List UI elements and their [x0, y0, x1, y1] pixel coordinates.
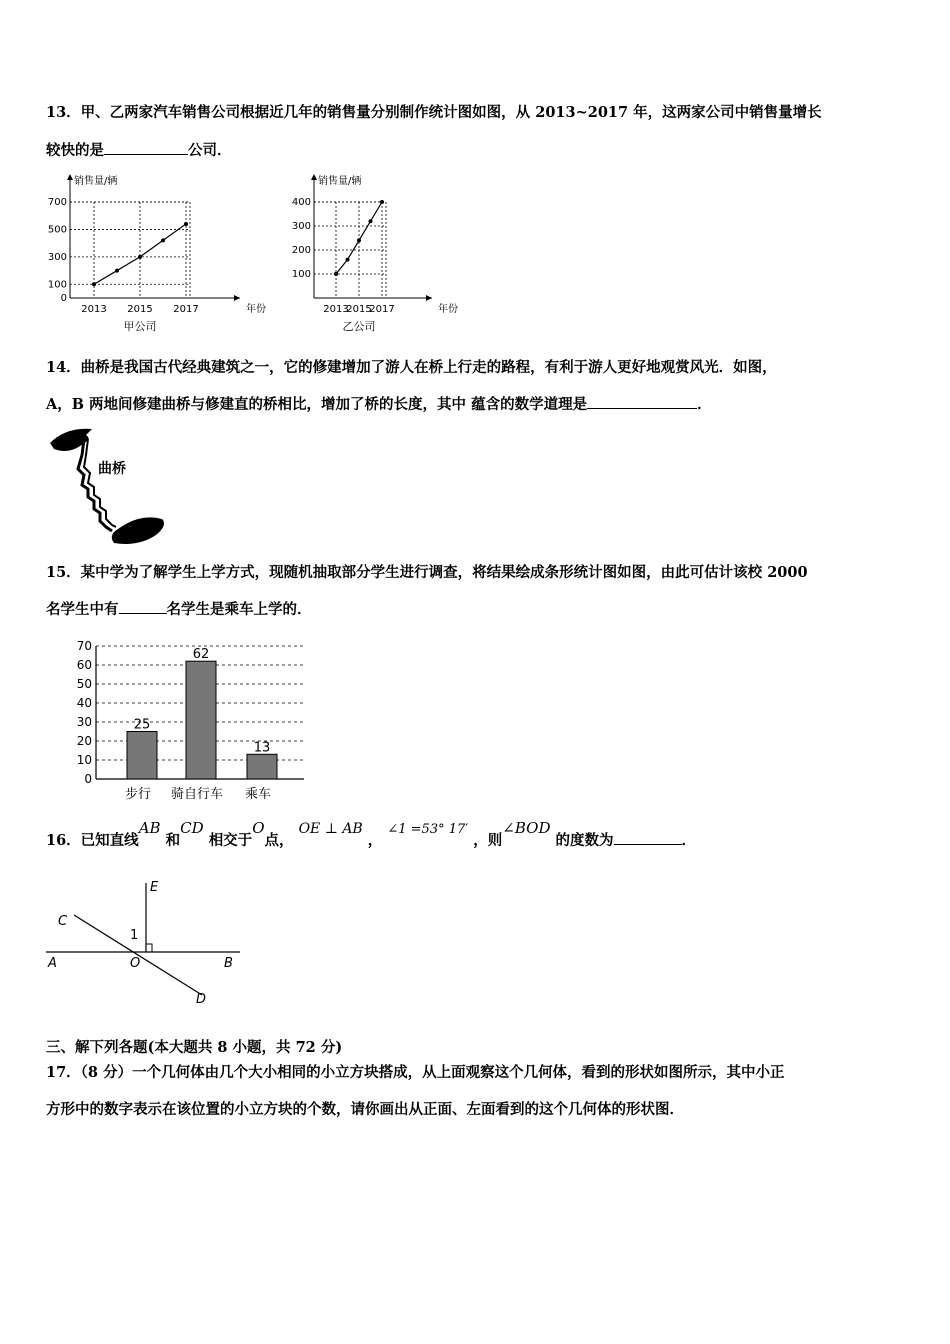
label-1: 1: [130, 928, 139, 943]
y-tick-label: 0: [84, 772, 92, 786]
bar: [127, 732, 157, 780]
q13-answer-blank[interactable]: [104, 140, 188, 155]
bar-value-label: 25: [133, 717, 151, 733]
y-axis-label: 销售量/辆: [318, 176, 362, 187]
data-point: [369, 219, 373, 223]
q16-line: [46, 819, 916, 852]
x-tick-label: 2017: [173, 304, 199, 315]
chart-transport-bar: [66, 636, 316, 806]
y-tick-label: 700: [47, 197, 67, 208]
y-tick-label: 50: [76, 677, 92, 691]
data-point: [346, 258, 350, 262]
bar: [247, 754, 277, 779]
x-axis-label: 年份: [246, 304, 266, 315]
q13-line2-pre: 较快的是: [46, 142, 104, 159]
data-point: [334, 272, 338, 276]
q15-line2-pre: 名学生中有: [46, 601, 119, 618]
x-axis-arrow: [426, 295, 432, 301]
q13-line2-post: 公司．: [188, 142, 232, 159]
label-c: C: [58, 914, 68, 929]
chart-title: 乙公司: [342, 320, 376, 333]
q16-m-o: O: [252, 819, 265, 837]
y-tick-label: 400: [291, 197, 311, 208]
x-tick-label: 2017: [369, 304, 395, 315]
q16-t1: 16．已知直线: [46, 832, 139, 849]
y-tick-label: 10: [76, 753, 92, 767]
label-b: B: [224, 956, 233, 971]
chart-jia: [40, 168, 266, 338]
bar-value-label: 62: [192, 647, 210, 663]
q16-m-bod: ∠BOD: [502, 819, 551, 837]
y-tick-label: 200: [291, 245, 311, 256]
y-tick-label: 70: [76, 639, 92, 653]
section-3-title: 三、解下列各题(本大题共 8 小题，共 72 分): [46, 1039, 343, 1056]
y-axis-arrow: [67, 174, 73, 180]
x-axis-label: 年份: [438, 304, 458, 315]
category-label: 乘车: [244, 787, 272, 802]
x-axis-arrow: [234, 295, 240, 301]
y-tick-label: 100: [47, 279, 67, 291]
plot-frame: [70, 202, 190, 298]
bar: [186, 661, 216, 779]
chart-yi: [282, 168, 472, 338]
bridge-label: 曲桥: [98, 461, 126, 477]
bank-a-shape: [50, 429, 92, 451]
data-point: [92, 282, 96, 286]
bank-b-shape: [112, 517, 164, 544]
y-axis-label: 销售量/辆: [74, 176, 118, 187]
y-tick-label: 100: [291, 269, 311, 280]
q16-m-cd: CD: [180, 819, 204, 837]
label-d: D: [196, 992, 207, 1007]
q16-t6: ，则: [473, 832, 503, 849]
data-point: [184, 222, 188, 226]
data-point: [138, 255, 142, 259]
y-tick-label: 0: [60, 293, 67, 304]
y-tick-label: 500: [47, 224, 67, 236]
q17-line2: 方形中的数字表示在该位置的小立方块的个数，请你画出从正面、左面看到的这个几何体的形状图．: [46, 1101, 684, 1118]
q16-t8: ．: [681, 832, 697, 849]
right-angle-mark: [146, 944, 152, 952]
q17-line1: 17．（8 分）一个几何体由几个大小相同的小立方块搭成，从上面观察这个几何体，看到的形状如图所示，其中小正: [46, 1064, 785, 1081]
q15-answer-blank[interactable]: [119, 599, 167, 614]
x-tick-label: 2015: [127, 304, 153, 315]
q14-line2-pre: A，B 两地间修建曲桥与修建直的桥相比，增加了桥的长度，其中 蕴含的数学道理是: [46, 396, 588, 413]
q14-line2: [46, 394, 916, 415]
zigzag-bridge-figure: [44, 425, 174, 550]
data-point: [115, 269, 119, 273]
q14-line2-post: ．: [697, 396, 712, 413]
category-label: 步行: [124, 787, 152, 802]
q15-line2: [46, 599, 916, 620]
y-tick-label: 300: [47, 251, 67, 263]
q16-geometry-figure: [40, 875, 250, 1010]
x-tick-label: 2015: [346, 304, 372, 315]
q16-t7: 的度数为: [555, 832, 614, 849]
y-tick-label: 20: [76, 734, 92, 748]
label-e: E: [150, 880, 159, 895]
q16-t2: 和: [165, 832, 181, 849]
y-tick-label: 30: [76, 715, 92, 729]
q16-t4: 点，: [264, 832, 294, 849]
q16-m-angle1: ∠1 =53° 17′: [387, 822, 469, 837]
q16-t3: 相交于: [208, 832, 253, 849]
data-point: [380, 200, 384, 204]
category-label: 骑自行车: [170, 787, 224, 802]
y-tick-label: 60: [76, 658, 92, 672]
y-axis-arrow: [311, 174, 317, 180]
q13-line1: 13．甲、乙两家汽车销售公司根据近几年的销售量分别制作统计图如图，从 2013~2017 年，这两家公司中销售量增长: [46, 104, 822, 121]
q16-answer-blank[interactable]: [614, 830, 682, 845]
y-tick-label: 40: [76, 696, 92, 710]
bar-value-label: 13: [253, 740, 271, 756]
q16-m-oe-perp-ab: OE ⊥ AB: [298, 821, 363, 837]
q13-line2: [46, 140, 916, 161]
q14-line1: 14．曲桥是我国古代经典建筑之一，它的修建增加了游人在桥上行走的路程，有利于游人更好地观赏风光．如图，: [46, 359, 777, 376]
label-o: O: [130, 956, 141, 971]
data-point: [161, 238, 165, 242]
q15-line1: 15．某中学为了解学生上学方式，现随机抽取部分学生进行调查，将结果绘成条形统计图如图，由此可估计该校 2000: [46, 564, 808, 581]
q15-line2-post: 名学生是乘车上学的．: [166, 601, 312, 618]
line-cd: [74, 915, 202, 995]
q16-m-ab: AB: [138, 819, 161, 837]
q14-answer-blank[interactable]: [587, 394, 697, 409]
x-tick-label: 2013: [81, 304, 107, 315]
chart-title: 甲公司: [123, 320, 157, 333]
q16-t5: ，: [367, 832, 383, 849]
data-point: [357, 238, 361, 242]
y-tick-label: 300: [291, 221, 311, 232]
label-a: A: [48, 956, 57, 971]
x-tick-label: 2013: [323, 304, 349, 315]
